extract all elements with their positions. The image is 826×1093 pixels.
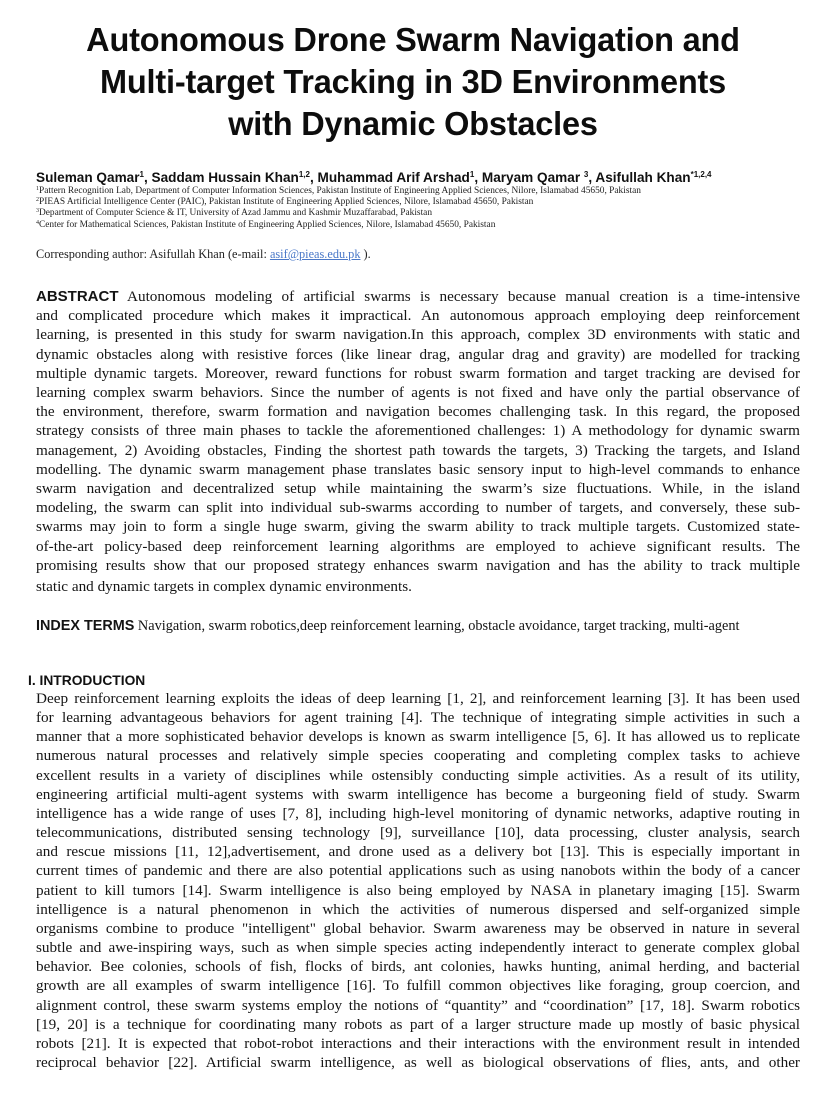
body-line: [19, 20] is a technique for coordinating many robots as part of a larger structure made up mostly of basic physical bbox=[36, 1015, 800, 1033]
affiliation-text: Department of Computer Science & IT, University of Azad Jammu and Kashmir Muzaffarabad, Pakistan bbox=[39, 208, 433, 219]
paper-title bbox=[32, 20, 794, 146]
author-separator: , bbox=[474, 170, 482, 185]
introduction-body bbox=[36, 689, 800, 1072]
affiliation-number: 4 bbox=[36, 219, 39, 226]
affiliation bbox=[36, 220, 826, 231]
abstract-line bbox=[36, 287, 800, 306]
body-line: Deep reinforcement learning exploits the ideas of deep learning [1, 2], and reinforcement learning [3]. It has been used bbox=[36, 690, 800, 707]
affiliation-text: Center for Mathematical Sciences, Pakistan Institute of Engineering Applied Sciences, Nilore, Islamabad 45650, Pakistan bbox=[39, 219, 496, 230]
abstract-line: and complicated procedure which makes it impractical. An autonomous approach employing deep reinforcement bbox=[36, 307, 800, 325]
abstract-line: learning complex swarm behaviors. Since the number of agents is not fixed and have only the partial observance of bbox=[36, 384, 800, 402]
author-separator: , bbox=[143, 170, 152, 185]
author-name: Asifullah Khan bbox=[595, 170, 691, 185]
body-line: organisms combine to produce "intelligent" global behavior. Swarm awareness may be observed in nature in several bbox=[36, 919, 800, 937]
author-separator: , bbox=[309, 170, 318, 185]
body-line: engineering artificial multi-agent systems with swarm intelligence has become a burgeoning field of study. Swarm bbox=[36, 785, 800, 803]
affiliation bbox=[36, 208, 826, 219]
abstract-line: the environment, therefore, swarm formation and navigation becomes challenging task. In this regard, the proposed bbox=[36, 403, 800, 421]
body-line: alignment control, these swarm systems employ the notions of “quantity” and “coordination” [17, 18]. Swarm robotics bbox=[36, 996, 800, 1014]
abstract-label: ABSTRACT bbox=[36, 288, 119, 305]
abstract-line: modelling. The dynamic swarm management phase translates basic sensory input to high-level commands to enhance bbox=[36, 460, 800, 478]
author-name: Suleman Qamar bbox=[36, 170, 140, 185]
author-name: Maryam Qamar bbox=[481, 170, 584, 185]
author-list bbox=[36, 170, 816, 186]
abstract-text: Autonomous modeling of artificial swarms is necessary because manual creation is a time-intensive bbox=[118, 288, 800, 305]
abstract-line: modeling, the swarm can split into individual sub-swarms according to number of targets, and conversely, these sub- bbox=[36, 499, 800, 517]
body-line: for learning advantageous behaviors for agent training [4]. The technique of integrating simple activities in such a bbox=[36, 709, 800, 727]
affiliation bbox=[36, 197, 826, 208]
author-separator: , bbox=[588, 170, 596, 185]
abstract-line: strategy consists of three main phases to tackle the aforementioned challenges: 1) A methodology for dynamic swarm bbox=[36, 422, 800, 440]
abstract-line: learning, is presented in this study for swarm navigation.In this approach, complex 3D environments with static and bbox=[36, 326, 800, 344]
author-affiliation-mark: 1,2 bbox=[298, 170, 310, 179]
body-line: reciprocal behavior [22]. Artificial swarm intelligence, as well as biological observations of flies, ants, and other bbox=[36, 1053, 800, 1071]
body-line: current times of pandemic and there are also potential applications such as using nanobots within the body of a cancer bbox=[36, 862, 800, 880]
index-terms bbox=[36, 616, 802, 636]
body-line: intelligence has a wide range of uses [7, 8], including high-level monitoring of dynamic networks, adaptive routing in bbox=[36, 804, 800, 822]
affiliation-list bbox=[36, 186, 826, 231]
author-name: Muhammad Arif Arshad bbox=[317, 170, 470, 185]
corresponding-author-suffix: ). bbox=[360, 247, 371, 261]
body-line: numerous natural processes and relatively simple species cooperating and completing complex tasks to achieve bbox=[36, 747, 800, 765]
author-name: Saddam Hussain Khan bbox=[151, 170, 299, 185]
title-line: with Dynamic Obstacles bbox=[228, 106, 598, 143]
body-line: intelligence is a natural phenomenon in which the activities of numerous dispersed and self-organized simple bbox=[36, 900, 800, 918]
author-affiliation-mark: 3 bbox=[583, 170, 589, 179]
author-affiliation-mark: 1 bbox=[469, 170, 475, 179]
abstract-line: management, 2) Avoiding obstacles, Finding the shortest path towards the targets, 3) Tracking the targets, and Island bbox=[36, 441, 800, 459]
title-line: Multi-target Tracking in 3D Environments bbox=[99, 64, 726, 101]
abstract-line: dynamic obstacles along with resistive forces (like linear drag, angular drag and gravity) are modelled for tracking bbox=[36, 345, 800, 363]
corresponding-author-label: Corresponding author: Asifullah Khan (e-mail: bbox=[36, 247, 270, 261]
affiliation-number: 3 bbox=[36, 208, 39, 215]
body-line: robots [21]. It is expected that robot-robot interactions and their interactions with the environment result in intended bbox=[36, 1034, 800, 1052]
author-affiliation-mark: 1 bbox=[139, 170, 144, 179]
index-terms-label: INDEX TERMS bbox=[36, 618, 135, 634]
author-affiliation-mark: *1,2,4 bbox=[690, 170, 712, 179]
abstract-line: of-the-art policy-based deep reinforcement learning algorithms are employed to achieve significant results. The bbox=[36, 537, 800, 555]
body-line: growth are all examples of swarm intelligence [16]. To fulfill common objectives like foraging, group coercion, and bbox=[36, 977, 800, 995]
body-line: manner that a more sophisticated behavior develops is known as swarm intelligence [5, 6]. It has allowed us to replicate bbox=[36, 728, 800, 746]
abstract-line: swarms may join to form a single huge swarm, giving the swarm ability to track multiple targets. Customized state- bbox=[36, 518, 800, 536]
body-line: telecommunications, distributed sensing technology [9], surveillance [10], data processing, cluster analysis, search bbox=[36, 824, 800, 842]
affiliation bbox=[36, 186, 826, 197]
abstract-line: promising results show that our proposed strategy enhances swarm navigation and has the ability to track multiple bbox=[36, 556, 800, 574]
abstract bbox=[36, 287, 800, 596]
abstract-line: swarm navigation and decentralized setup while maintaining the swarm’s size fluctuations. While, in the island bbox=[36, 480, 800, 498]
author-email-link[interactable]: asif@pieas.edu.pk bbox=[269, 247, 361, 261]
abstract-line: multiple dynamic targets. Moreover, reward functions for robust swarm formation and target tracking are devised for bbox=[36, 364, 800, 382]
title-line: Autonomous Drone Swarm Navigation and bbox=[86, 22, 740, 59]
affiliation-text: PIEAS Artificial Intelligence Center (PAIC), Pakistan Institute of Engineering Applied Sciences, Nilore, Islamabad 45650, Pakistan bbox=[39, 197, 534, 208]
corresponding-author bbox=[36, 247, 371, 262]
body-line: patient to kill tumors [14]. Swarm intelligence is also being employed by NASA in planetary imaging [15]. Swarm bbox=[36, 881, 800, 899]
affiliation-text: Pattern Recognition Lab, Department of Computer Information Sciences, Pakistan Institute of Engineering Applied Sciences, Nilore, Islamabad 45650, Pakistan bbox=[39, 186, 641, 196]
affiliation-number: 2 bbox=[36, 197, 39, 204]
body-line: excellent results in a variety of disciplines while ostensibly conducting simple activities. As a result of its utility, bbox=[36, 766, 800, 784]
index-terms-text: Navigation, swarm robotics,deep reinforcement learning, obstacle avoidance, target tracking, multi-agent bbox=[134, 618, 740, 634]
affiliation-number: 1 bbox=[36, 186, 39, 192]
body-line: subtle and awe-inspiring ways, such as when simple species acting independently interact to generate complex global bbox=[36, 939, 800, 957]
section-heading-introduction: I. INTRODUCTION bbox=[28, 673, 146, 688]
abstract-line: static and dynamic targets in complex dynamic environments. bbox=[36, 578, 412, 596]
body-line: behavior. Bee colonies, schools of fish, flocks of birds, ant colonies, hawks hunting, animal herding, and bacterial bbox=[36, 958, 800, 976]
body-line: and rescue missions [11, 12],advertisement, and drone used as a delivery bot [13]. This is especially important in bbox=[36, 843, 800, 861]
